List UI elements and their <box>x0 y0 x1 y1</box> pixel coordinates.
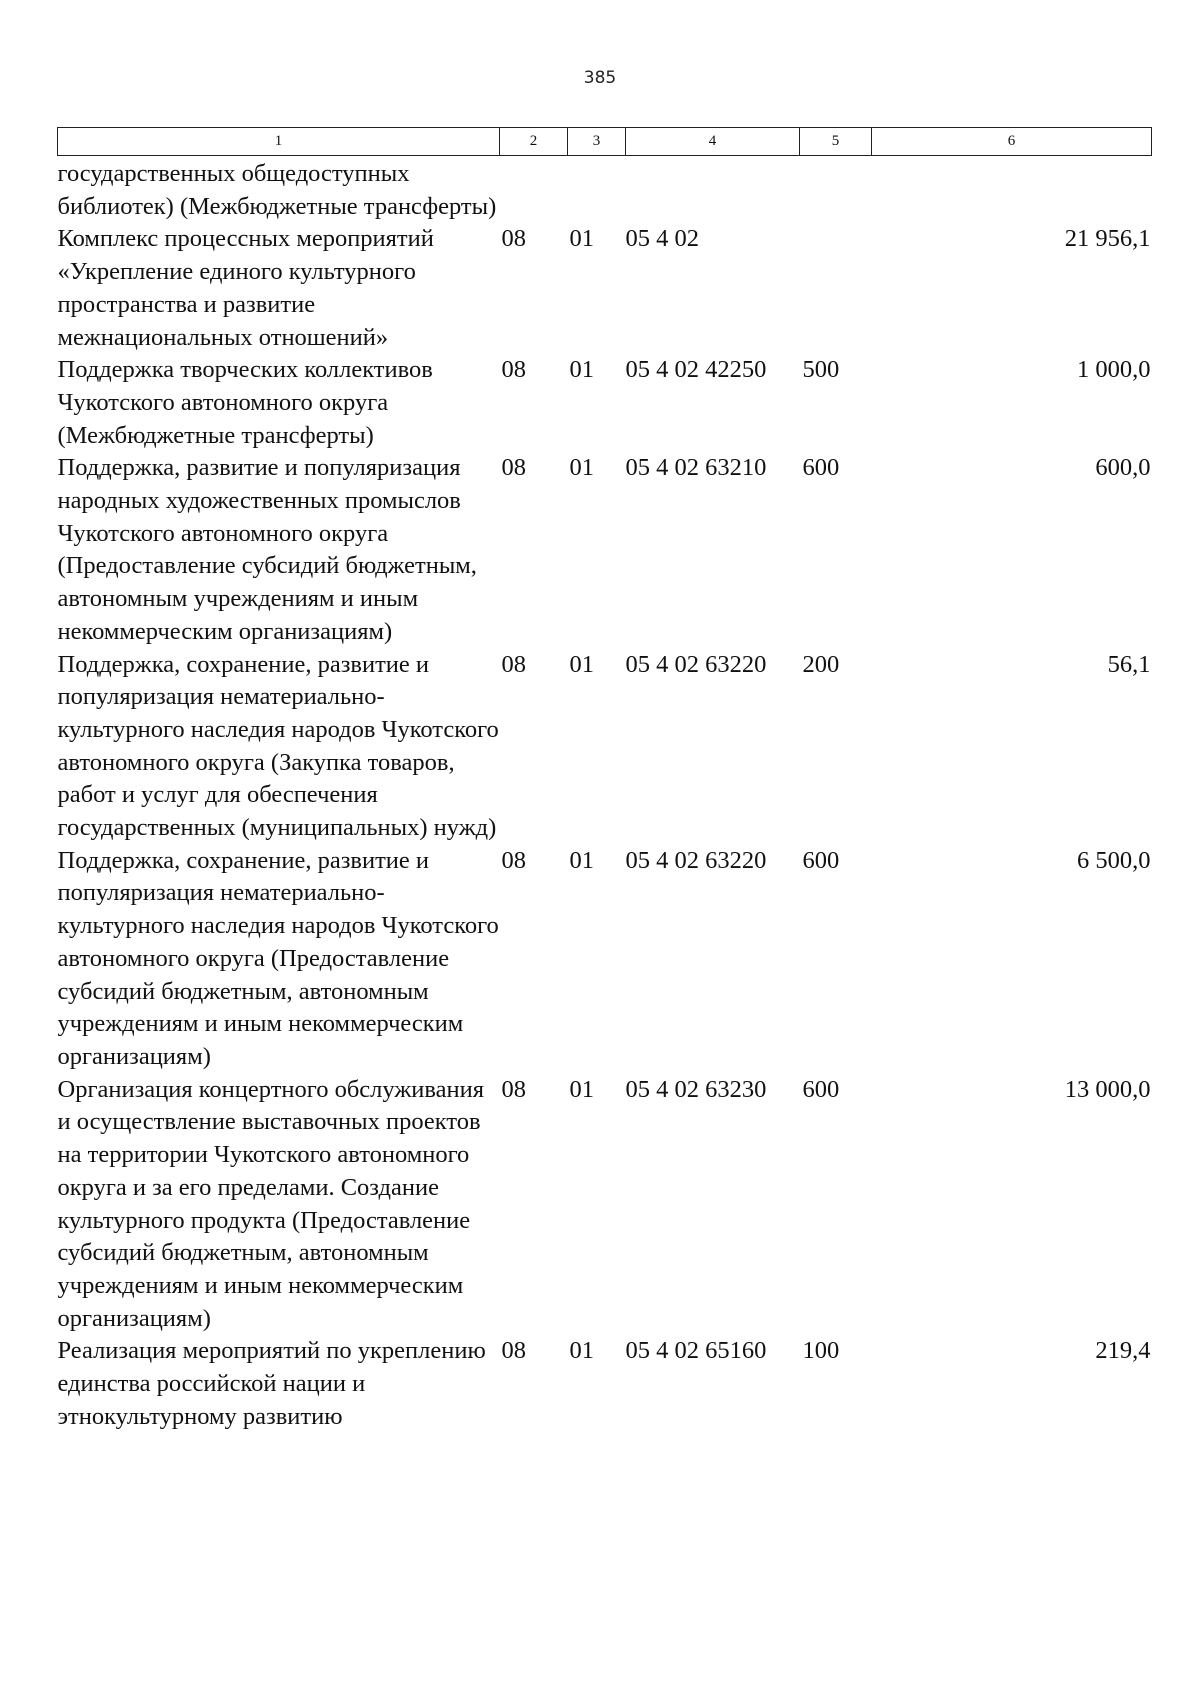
column-header-6: 6 <box>872 128 1152 156</box>
row-name: Поддержка, сохранение, развитие и популяризация нематериально-культурного наследия народов Чукотского автономного округа (Предоставление субсидий бюджетным, автономным учреждениям и иным некоммерческим организациям) <box>57 846 499 1070</box>
row-subsection: 01 <box>569 225 594 253</box>
row-section: 08 <box>501 650 526 678</box>
row-target-code <box>626 156 800 224</box>
row-expense-type: 600 <box>802 454 840 482</box>
row-amount: 6 500,0 <box>1077 846 1151 874</box>
row-name: Поддержка, сохранение, развитие и популяризация нематериально-культурного наследия народов Чукотского автономного округа (Закупка товаров, работ и услуг для обеспечения государственных (муниципальных) нужд) <box>57 650 499 842</box>
row-target-code: 05 4 02 63210 <box>625 454 767 482</box>
table-row <box>58 1335 1152 1433</box>
row-amount: 13 000,0 <box>1064 1075 1151 1103</box>
row-amount: 600,0 <box>1095 454 1151 482</box>
row-expense-type: 100 <box>802 1337 840 1365</box>
row-name: государственных общедоступных библиотек) (Межбюджетные трансферты) <box>57 160 497 220</box>
row-amount: 219,4 <box>1095 1337 1151 1365</box>
row-expense-type: 500 <box>802 356 840 384</box>
row-subsection: 01 <box>569 454 594 482</box>
row-subsection: 01 <box>569 650 594 678</box>
row-expense-type: 600 <box>802 1075 840 1103</box>
row-section: 08 <box>501 356 526 384</box>
table-row <box>58 452 1152 648</box>
row-amount: 21 956,1 <box>1064 225 1151 253</box>
row-expense-type: 200 <box>802 650 840 678</box>
row-amount: 56,1 <box>1107 650 1151 678</box>
row-subsection <box>568 156 626 224</box>
row-section: 08 <box>501 1337 526 1365</box>
table-row <box>58 845 1152 1074</box>
table-row <box>58 1074 1152 1336</box>
row-expense-type <box>800 156 872 224</box>
row-name: Поддержка творческих коллективов Чукотского автономного округа (Межбюджетные трансферты) <box>57 356 433 449</box>
row-name: Реализация мероприятий по укреплению единства российской нации и этнокультурному развитию <box>57 1337 486 1430</box>
row-expense-type: 600 <box>802 846 840 874</box>
table-row <box>58 223 1152 354</box>
row-subsection: 01 <box>569 1075 594 1103</box>
row-section: 08 <box>501 1075 526 1103</box>
column-header-1: 1 <box>58 128 500 156</box>
row-target-code: 05 4 02 <box>625 225 699 253</box>
row-name: Поддержка, развитие и популяризация народных художественных промыслов Чукотского автономного округа (Предоставление субсидий бюджетным, автономным учреждениям и иным некоммерческим организациям) <box>57 454 477 645</box>
row-amount: 1 000,0 <box>1077 356 1151 384</box>
row-name: Организация концертного обслуживания и осуществление выставочных проектов на территории Чукотского автономного округа и за его пределами. Создание культурного продукта (Предоставление субсидий бюджетным, автономным учреждениям и иным некоммерческим организациям) <box>57 1075 484 1332</box>
column-header-4: 4 <box>626 128 800 156</box>
column-number-row <box>58 128 1152 156</box>
table-row <box>58 156 1152 224</box>
row-section: 08 <box>501 225 526 253</box>
budget-table <box>57 127 1152 1433</box>
row-target-code: 05 4 02 65160 <box>625 1337 767 1365</box>
page-number: 385 <box>583 68 617 88</box>
row-name: Комплекс процессных мероприятий «Укрепление единого культурного пространства и развитие межнациональных отношений» <box>57 225 434 351</box>
row-section <box>500 156 568 224</box>
row-section: 08 <box>501 846 526 874</box>
column-header-2: 2 <box>500 128 568 156</box>
row-target-code: 05 4 02 42250 <box>625 356 767 384</box>
table-row <box>58 354 1152 452</box>
row-expense-type <box>800 223 872 354</box>
table-row <box>58 649 1152 845</box>
column-header-3: 3 <box>568 128 626 156</box>
row-target-code: 05 4 02 63230 <box>625 1075 767 1103</box>
row-target-code: 05 4 02 63220 <box>625 846 767 874</box>
row-amount <box>872 156 1152 224</box>
row-subsection: 01 <box>569 356 594 384</box>
row-subsection: 01 <box>569 1337 594 1365</box>
row-subsection: 01 <box>569 846 594 874</box>
row-target-code: 05 4 02 63220 <box>625 650 767 678</box>
column-header-5: 5 <box>800 128 872 156</box>
row-section: 08 <box>501 454 526 482</box>
